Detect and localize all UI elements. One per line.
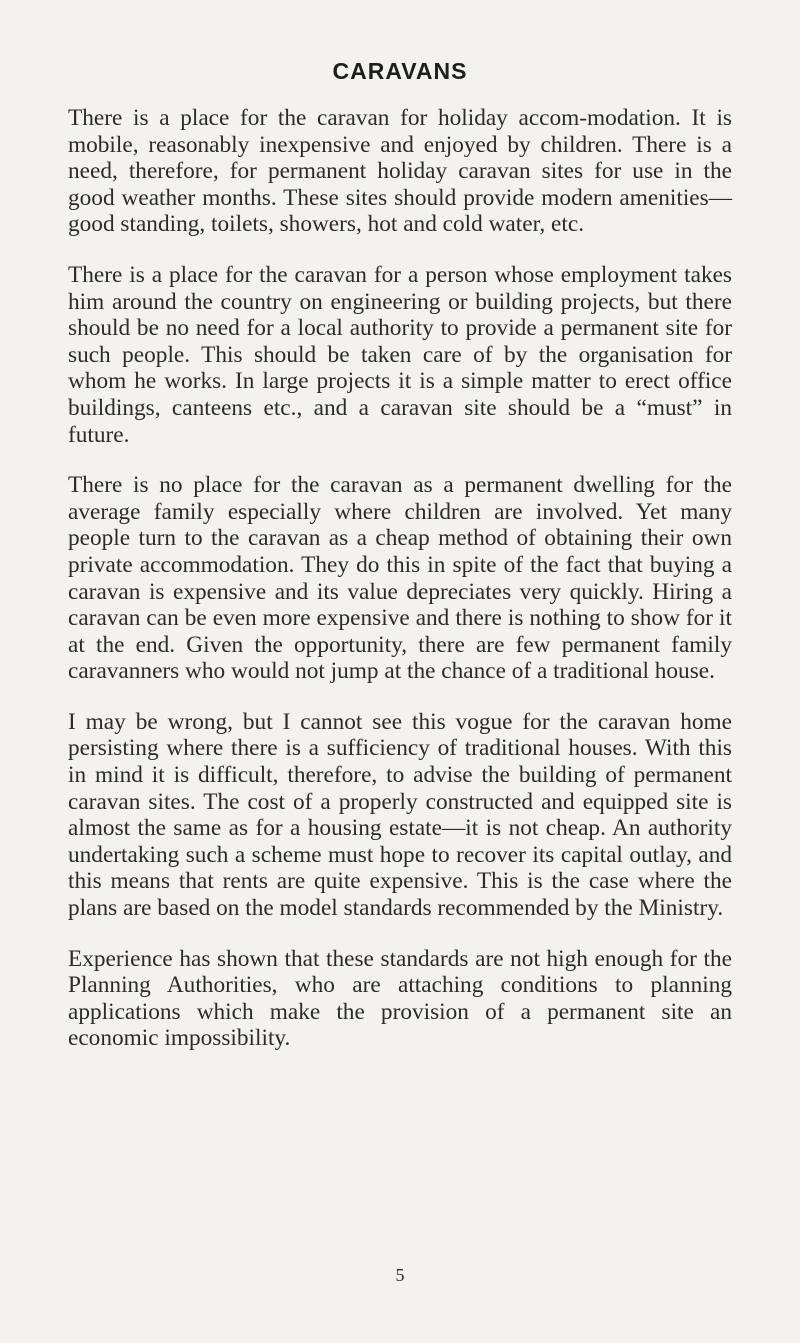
page-number: 5 <box>395 1265 405 1285</box>
paragraph-planning-standards: Experience has shown that these standards are not high enough for the Planning Authorities, who are attaching conditions to planning applications which make the provision of a permanent site an economic impossibility. <box>68 945 732 1052</box>
paragraph-holiday-caravans: There is a place for the caravan for holiday accom-modation. It is mobile, reasonably inexpensive and enjoyed by children. There is a need, therefore, for permanent holiday caravan sites for use in the good weather months. These sites should provide modern amenities—good standing, toilets, showers, hot and cold water, etc. <box>68 105 732 238</box>
paragraph-permanent-sites: I may be wrong, but I cannot see this vogue for the caravan home persisting where there is a sufficiency of traditional houses. With this in mind it is difficult, therefore, to advise the building of permanent caravan sites. The cost of a properly constructed and equipped site is almost the same as for a housing estate—it is not cheap. An authority undertaking such a scheme must hope to recover its capital outlay, and this means that rents are quite expensive. This is the case where the plans are based on the model standards recommended by the Ministry. <box>68 708 732 922</box>
paragraph-worker-caravans: There is a place for the caravan for a person whose employment takes him around the country on engineering or building projects, but there should be no need for a local authority to provide a permanent site for such people. This should be taken care of by the organisation for whom he works. In large projects it is a simple matter to erect office buildings, canteens etc., and a caravan site should be a “must” in future. <box>68 261 732 448</box>
page-heading: CARAVANS <box>332 58 468 84</box>
paragraph-permanent-dwelling: There is no place for the caravan as a permanent dwelling for the average family especially where children are involved. Yet many people turn to the caravan as a cheap method of obtaining their own private accommodation. They do this in spite of the fact that buying a caravan is expensive and its value depreciates very quickly. Hiring a caravan can be even more expensive and there is nothing to show for it at the end. Given the opportunity, there are few permanent family caravanners who would not jump at the chance of a traditional house. <box>68 472 732 685</box>
